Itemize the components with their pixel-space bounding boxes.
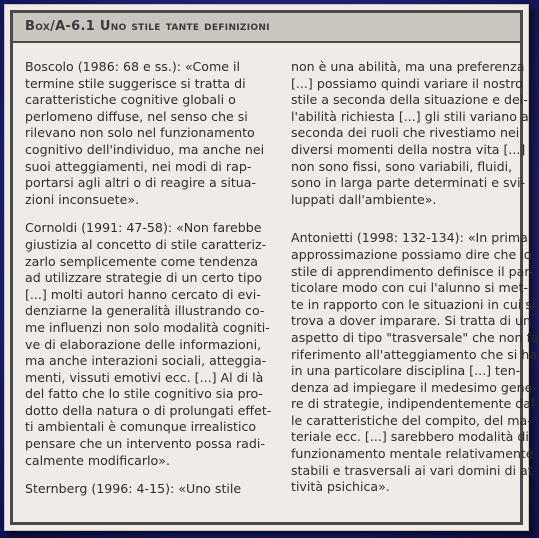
text-box — [4, 4, 539, 531]
text-line: rilevano non solo nel funzionamento — [25, 125, 255, 141]
box-title: Box/A-6.1 Uno stile tante definizioni — [25, 19, 270, 34]
text-line: zarlo semplicemente come tendenza — [25, 253, 259, 269]
text-line: in una particolare disciplina [...] ten- — [291, 363, 521, 379]
text-line: diversi momenti della nostra vita [...] — [291, 141, 526, 157]
paragraph-antonietti — [291, 230, 539, 496]
text-line: termine stile suggerisce si tratta di — [25, 75, 246, 91]
text-line: cognitivo dell'individuo, ma anche nei — [25, 141, 265, 157]
box-frame — [10, 10, 539, 525]
text-line: ticolare modo con cui l'alunno si met- — [291, 280, 529, 296]
text-line: ad utilizzare strategie di un certo tipo — [25, 270, 263, 286]
text-line: denza ad impiegare il medesimo gene- — [291, 379, 537, 395]
text-line: l'abilità richiesta [...] gli stili variano a — [291, 108, 529, 124]
text-line: portarsi agli altri o di reagire a situa- — [25, 175, 256, 191]
paragraph-cornoldi — [25, 220, 270, 469]
text-line: re di strategie, indipendentemente dal- — [291, 396, 539, 412]
text-line: aspetto di tipo "trasversale" che non fa — [291, 329, 539, 345]
text-line: Sternberg (1996: 4-15): «Uno stile — [25, 481, 242, 497]
text-line: caratteristiche cognitive globali o — [25, 92, 236, 108]
text-line: tività psichica». — [291, 479, 390, 495]
text-line: zioni inconsuete». — [25, 191, 140, 207]
text-line: stabili e trasversali ai vari domini di at- — [291, 462, 538, 478]
left-column — [25, 59, 270, 498]
text-line: perlomeno diffuse, nel senso che si — [25, 108, 248, 124]
text-line: me influenzi non solo modalità cogniti- — [25, 319, 270, 335]
text-line: denziarne la generalità illustrando co- — [25, 303, 265, 319]
text-line: Antonietti (1998: 132-134): «In prima — [291, 230, 528, 246]
text-line: giustizia al concetto di stile caratteriz- — [25, 236, 267, 252]
text-line: riferimento all'atteggiamento che si ha — [291, 346, 537, 362]
text-line: non sono fissi, sono variabili, fluidi, — [291, 158, 513, 174]
text-line: stile a seconda della situazione e del- — [291, 92, 528, 108]
box-header — [13, 13, 520, 43]
text-line: Boscolo (1986: 68 e ss.): «Come il — [25, 59, 241, 74]
text-line: [...] possiamo quindi variare il nostro — [291, 75, 523, 91]
right-column — [291, 59, 539, 496]
text-line: menti, vissuti emotivi ecc. [...] Al di là — [25, 369, 264, 385]
text-line: calmente modificarlo». — [25, 452, 170, 468]
text-line: funzionamento mentale relativamente — [291, 446, 534, 462]
text-line: dotto della natura o di prolungati effet- — [25, 402, 272, 418]
text-line: approssimazione possiamo dire che lo — [291, 246, 532, 262]
text-line: ve di elaborazione delle informazioni, — [25, 336, 262, 352]
text-line: sono in larga parte determinati e svi- — [291, 175, 526, 191]
text-line: teriale ecc. [...] sarebbero modalità di — [291, 429, 529, 445]
text-line: ma anche interazioni sociali, atteggia- — [25, 353, 267, 369]
text-line: [...] molti autori hanno cercato di evi- — [25, 286, 261, 302]
text-line: stile di apprendimento definisce il par- — [291, 263, 534, 279]
text-line: Cornoldi (1991: 47-58): «Non farebbe — [25, 220, 262, 236]
paragraph-boscolo — [25, 59, 270, 208]
text-line: te in rapporto con le situazioni in cui si — [291, 296, 536, 312]
text-line: ti ambientali è comunque irrealistico — [25, 419, 257, 435]
text-line: non è una abilità, ma una preferenza — [291, 59, 525, 74]
paragraph-sternberg-continued — [291, 59, 529, 208]
text-line: le caratteristiche del compito, del ma- — [291, 412, 532, 428]
text-line: trova a dover imparare. Si tratta di un — [291, 313, 531, 329]
paragraph-sternberg — [25, 481, 270, 498]
text-line: seconda dei ruoli che rivestiamo nei — [291, 125, 520, 141]
text-line: del fatto che lo stile cognitivo sia pro- — [25, 386, 263, 402]
text-line: suoi atteggiamenti, nei modi di rap- — [25, 158, 252, 174]
text-line: luppati dall'ambiente». — [291, 191, 437, 207]
text-line: pensare che un intervento possa radi- — [25, 436, 265, 452]
